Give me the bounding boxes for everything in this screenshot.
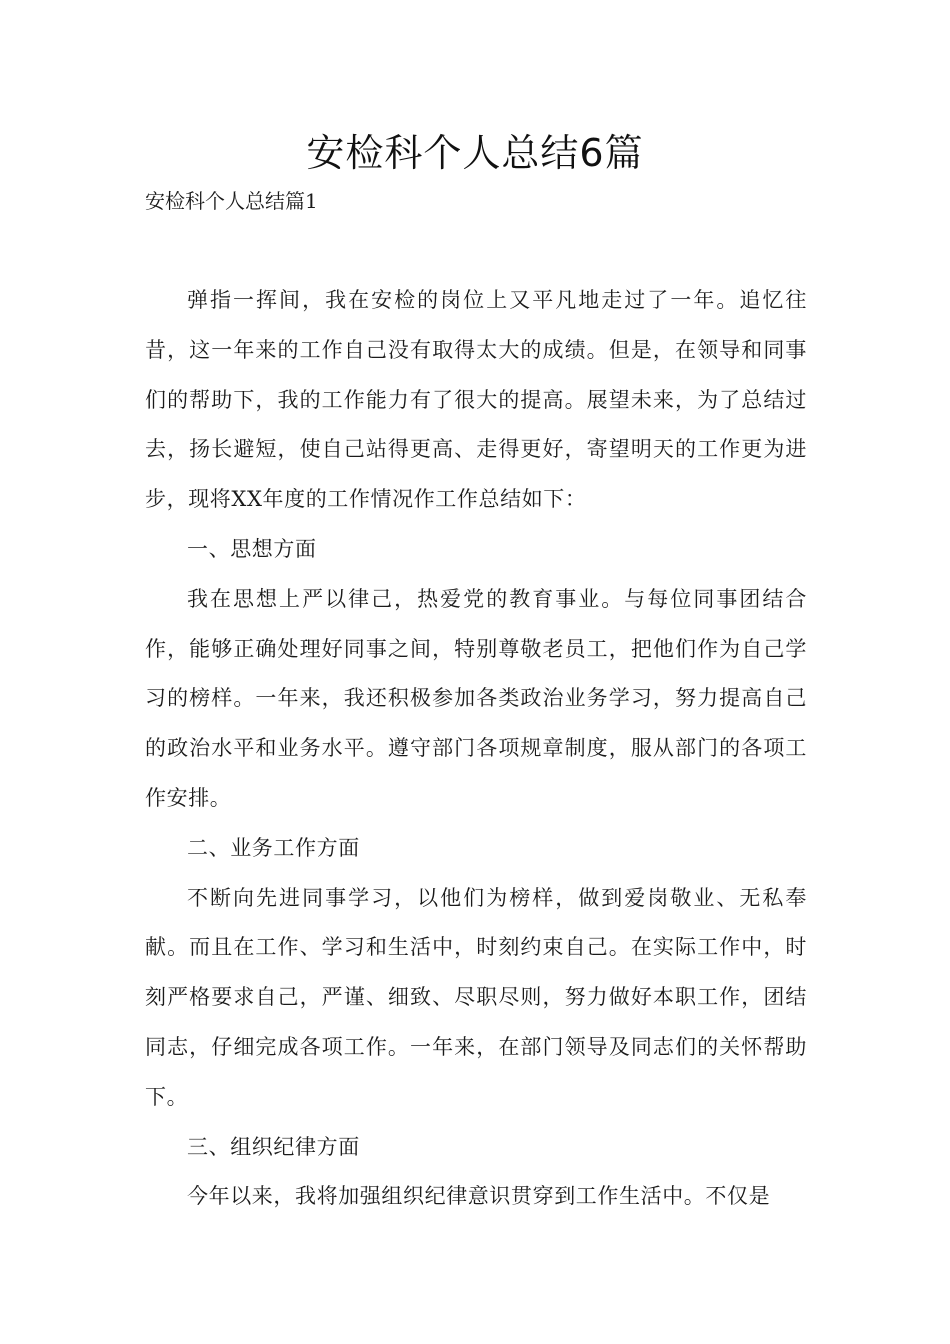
section-subtitle: 安检科个人总结篇1: [145, 189, 318, 213]
paragraph-discipline: 今年以来，我将加强组织纪律意识贯穿到工作生活中。不仅是: [187, 1184, 771, 1209]
heading-business-work: 二、业务工作方面: [187, 835, 360, 860]
paragraph-business-work: 不断向先进同事学习，以他们为榜样，做到爱岗敬业、无私奉献。而且在工作、学习和生活中，时刻约束自己。在实际工作中，时刻严格要求自己，严谨、细致、尽职尽则，努力做好本职工作，团结同志，仔细完成各项工作。一年来，在部门领导及同志们的关怀帮助下。: [145, 885, 807, 1109]
heading-discipline: 三、组织纪律方面: [187, 1134, 360, 1159]
document-title: 安检科个人总结6篇: [306, 131, 644, 175]
paragraph-intro: 弹指一挥间，我在安检的岗位上又平凡地走过了一年。追忆往昔，这一年来的工作自己没有取得太大的成绩。但是，在领导和同事们的帮助下，我的工作能力有了很大的提高。展望未来，为了总结过去，扬长避短，使自己站得更高、走得更好，寄望明天的工作更为进步，现将XX年度的工作情况作工作总结如下：: [145, 288, 807, 512]
paragraph-ideology: 我在思想上严以律己，热爱党的教育事业。与每位同事团结合作，能够正确处理好同事之间，特别尊敬老员工，把他们作为自己学习的榜样。一年来，我还积极参加各类政治业务学习，努力提高自己的政治水平和业务水平。遵守部门各项规章制度，服从部门的各项工作安排。: [145, 586, 807, 810]
heading-ideology: 一、思想方面: [187, 536, 317, 561]
document-body: [145, 276, 807, 1222]
